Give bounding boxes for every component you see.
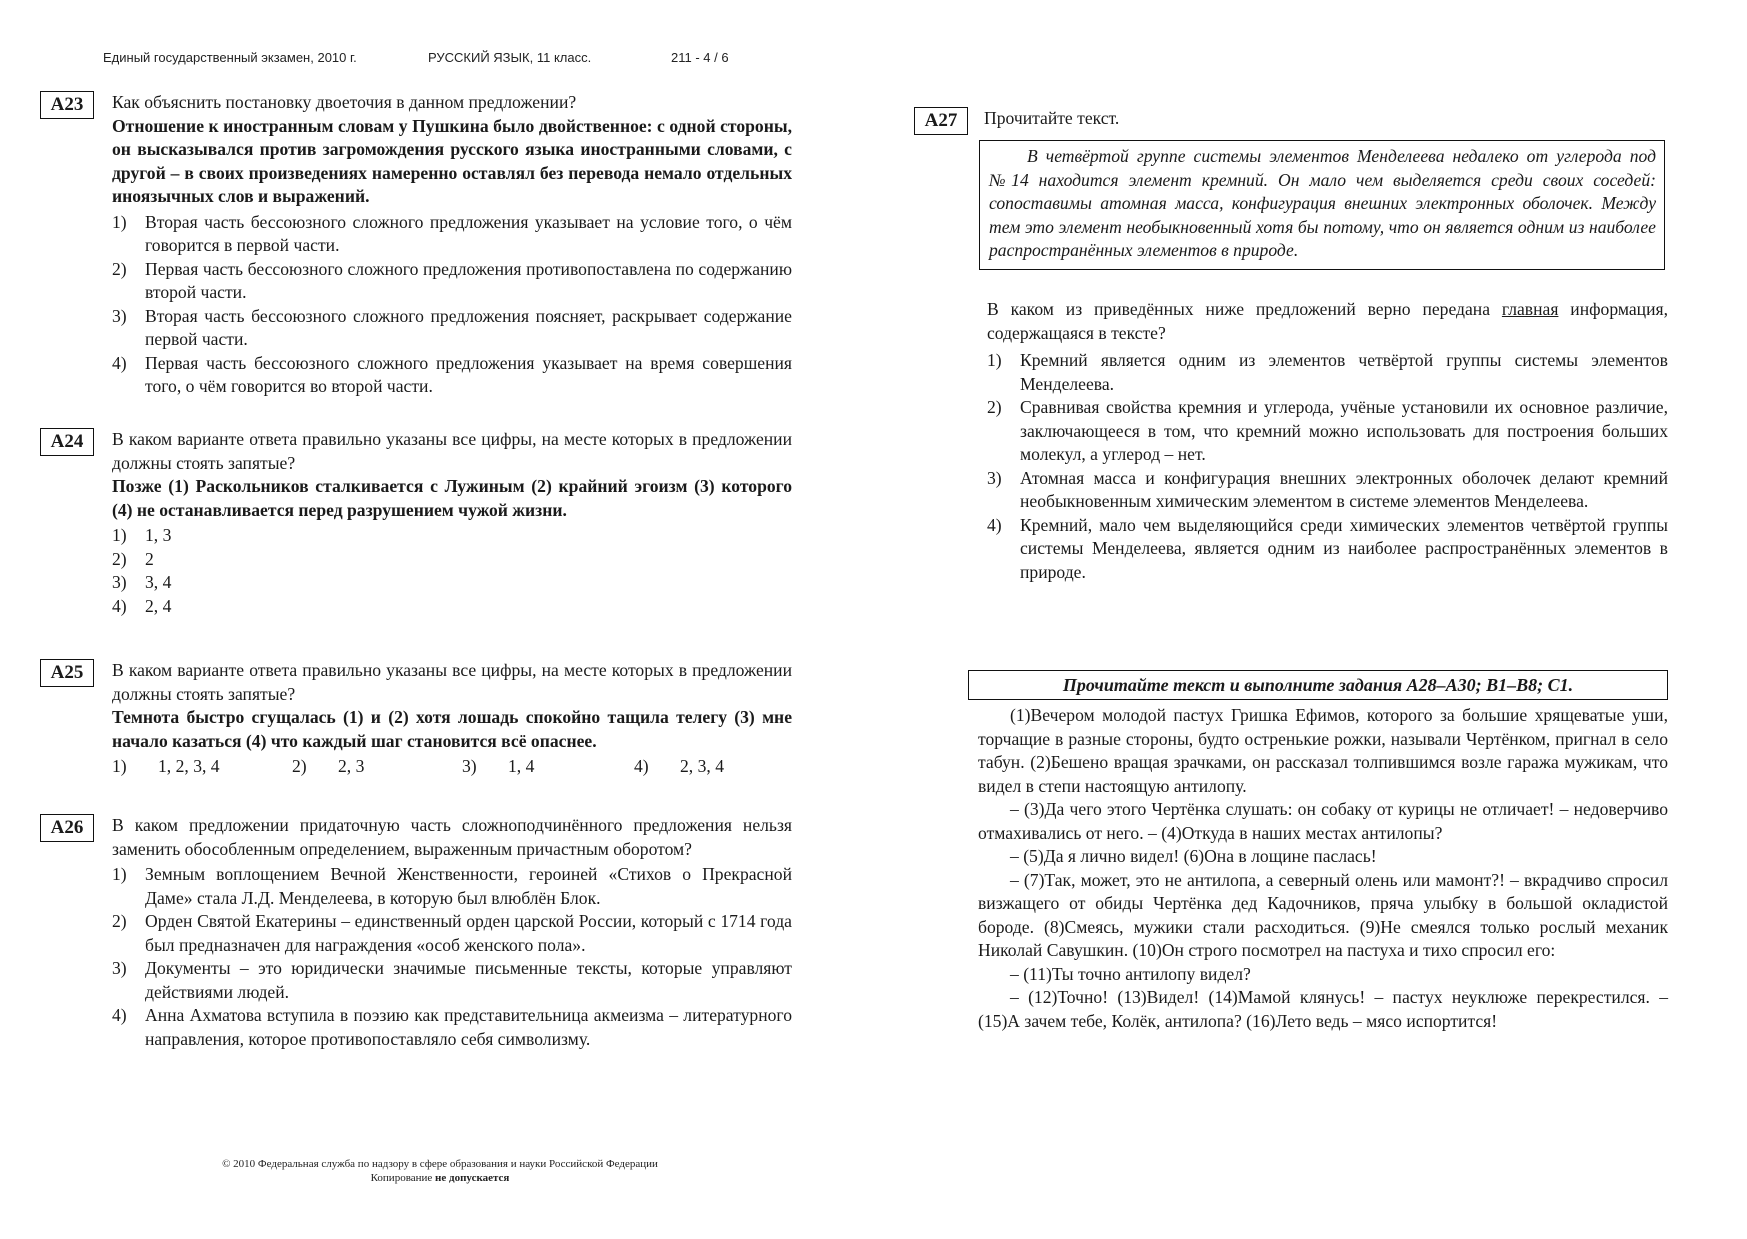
answer-options bbox=[112, 755, 792, 779]
exam-title: Единый государственный экзамен, 2010 г. bbox=[103, 50, 357, 65]
answer-option[interactable]: 4) 2, 4 bbox=[112, 595, 172, 616]
answer-options bbox=[112, 863, 792, 1051]
answer-option[interactable]: 4) Кремний, мало чем выделяющийся среди химических элементов четвёртой группы системы Менделеева, является одним из наиболее распространённых элементов в природе. bbox=[987, 514, 1668, 582]
question-label: А23 bbox=[40, 91, 94, 119]
answer-options bbox=[112, 524, 792, 618]
copyright-line: © 2010 Федеральная служба по надзору в сфере образования и науки Российской Федерации bbox=[222, 1158, 658, 1170]
page-number: 211 - 4 / 6 bbox=[671, 50, 729, 65]
answer-option[interactable]: 3) Атомная масса и конфигурация внешних электронных оболочек делают кремний необыкновенным химическим элементом в системе элементов Менделеева. bbox=[987, 467, 1668, 511]
answer-options bbox=[987, 349, 1668, 584]
answer-option[interactable]: 2) Первая часть бессоюзного сложного предложения противопоставлена по содержанию второй части. bbox=[112, 258, 792, 302]
question-text: В каком из приведённых ниже предложений верно передана главная информация, содержащаяся в тексте? bbox=[987, 299, 1668, 343]
question-text: В каком предложении придаточную часть сложноподчинённого предложения нельзя заменить обособленным определением, выраженным причастным оборотом? bbox=[112, 815, 792, 859]
question-label: А24 bbox=[40, 428, 94, 456]
question-label: А25 bbox=[40, 659, 94, 687]
story-text bbox=[978, 704, 1668, 1033]
answer-option[interactable]: 3) Документы – это юридически значимые письменные тексты, которые управляют действиями людей. bbox=[112, 958, 792, 1002]
question-label: А26 bbox=[40, 814, 94, 842]
question-text: В каком варианте ответа правильно указаны все цифры, на месте которых в предложении должны стоять запятые? bbox=[112, 429, 792, 473]
question-sentence: Позже (1) Раскольников сталкивается с Лужиным (2) крайний эгоизм (3) которого (4) не останавливается перед разрушением чужой жизни. bbox=[112, 476, 792, 520]
question-a27-body bbox=[914, 298, 1668, 584]
answer-option[interactable]: 2) Сравнивая свойства кремния и углерода, учёные установили их основное различие, заключающееся в том, что кремний можно использовать для построения больших молекул, а углерод – нет. bbox=[987, 397, 1668, 464]
question-sentence: Темнота быстро сгущалась (1) и (2) хотя лошадь спокойно тащила телегу (3) мне начало казаться (4) что каждый шаг становится всё опаснее. bbox=[112, 707, 792, 751]
story-paragraph: – (11)Ты точно антилопу видел? bbox=[1010, 963, 1251, 984]
answer-option[interactable]: 4) Анна Ахматова вступила в поэзию как представительница акмеизма – литературного направления, которое противопоставляло себя символизму. bbox=[112, 1005, 792, 1049]
question-a23 bbox=[40, 91, 792, 399]
question-sentence: Отношение к иностранным словам у Пушкина было двойственное: с одной стороны, он высказывался против загромождения русского языка иностранными словами, с другой – в своих произведениях намеренно оставлял без перевода немало отдельных иноязычных слов и выражений. bbox=[112, 115, 792, 206]
reading-text: В четвёртой группе системы элементов Менделеева недалеко от углерода под №14 находится элемент кремний. Он мало чем выделяется среди своих соседей: сопоставимы атомная масса, конфигурация внешних электронных оболочек. Между тем это элемент необыкновенный хотя бы потому, что он является одним из наиболее распространённых элементов в природе. bbox=[989, 146, 1656, 260]
answer-option[interactable]: 1) Кремний является одним из элементов четвёртой группы системы элементов Менделеева. bbox=[987, 350, 1668, 394]
answer-option[interactable]: 3) 1, 4 bbox=[462, 756, 535, 776]
answer-option[interactable]: 2) 2 bbox=[112, 548, 154, 569]
question-label: А27 bbox=[914, 107, 968, 135]
story-paragraph: – (3)Да чего этого Чертёнка слушать: он собаку от курицы не отличает! – недоверчиво отмахивались от него. – (4)Откуда в наших местах антилопы? bbox=[978, 799, 1668, 843]
answer-options bbox=[112, 211, 792, 399]
question-a27 bbox=[914, 107, 1668, 131]
question-a25 bbox=[40, 659, 792, 779]
answer-option[interactable]: 4) 2, 3, 4 bbox=[634, 756, 724, 776]
answer-option[interactable]: 2) 2, 3 bbox=[292, 756, 365, 776]
answer-option[interactable]: 3) 3, 4 bbox=[112, 572, 172, 592]
question-text: В каком варианте ответа правильно указаны все цифры, на месте которых в предложении должны стоять запятые? bbox=[112, 660, 792, 704]
answer-option[interactable]: 1) Вторая часть бессоюзного сложного предложения указывает на условие того, о чём говорится в первой части. bbox=[112, 211, 792, 255]
question-a24 bbox=[40, 428, 792, 618]
page-header bbox=[103, 50, 743, 70]
question-text: Как объяснить постановку двоеточия в данном предложении? bbox=[112, 92, 577, 112]
answer-option[interactable]: 2) Орден Святой Екатерины – единственный орден царской России, который с 1714 года был предназначен для награждения «особ женского пола». bbox=[112, 911, 792, 955]
question-a26 bbox=[40, 814, 792, 1051]
story-paragraph: (1)Вечером молодой пастух Гришка Ефимов, которого за большие хрящеватые уши, торчащие в разные стороны, будто остренькие рожки, называли Чертёнком, пригнал в село табун. (2)Бешено вращая зрачками, он рассказал толпившимся возле гаража мужикам, что видел в степи настоящую антилопу. bbox=[978, 705, 1668, 796]
story-paragraph: – (5)Да я лично видел! (6)Она в лощине паслась! bbox=[1010, 846, 1377, 866]
answer-option[interactable]: 1) 1, 3 bbox=[112, 525, 172, 545]
answer-option[interactable]: 3) Вторая часть бессоюзного сложного предложения поясняет, раскрывает содержание первой части. bbox=[112, 305, 792, 349]
task-instruction-box: Прочитайте текст и выполните задания А28–А30; В1–В8; С1. bbox=[968, 670, 1668, 700]
answer-option[interactable]: 4) Первая часть бессоюзного сложного предложения указывает на время совершения того, о чём говорится во второй части. bbox=[112, 352, 792, 396]
page-footer bbox=[110, 1157, 770, 1185]
answer-option[interactable]: 1) 1, 2, 3, 4 bbox=[112, 756, 220, 776]
story-paragraph: – (7)Так, может, это не антилопа, а северный олень или мамонт?! – вкрадчиво спросил визжащего от обиды Чертёнка дед Кадочников, пряча улыбку в большой окладистой бороде. (8)Смеясь, мужики стали расходиться. (9)Не смеялся только рослый механик Николай Савушкин. (10)Он строго посмотрел на пастуха и тихо спросил его: bbox=[978, 869, 1668, 960]
story-paragraph: – (12)Точно! (13)Видел! (14)Мамой клянусь! – пастух неуклюже перекрестился. – (15)А зачем тебе, Колёк, антилопа? (16)Лето ведь – мясо испортится! bbox=[978, 987, 1668, 1031]
reading-text-box bbox=[979, 140, 1665, 270]
answer-option[interactable]: 1) Земным воплощением Вечной Женственности, героиней «Стихов о Прекрасной Даме» стала Л.Д. Менделеева, в которую был влюблён Блок. bbox=[112, 864, 792, 908]
question-instruction: Прочитайте текст. bbox=[984, 108, 1120, 128]
copy-notice: Копирование не допускается bbox=[370, 1172, 510, 1184]
subject-title: РУССКИЙ ЯЗЫК, 11 класс. bbox=[428, 50, 592, 65]
